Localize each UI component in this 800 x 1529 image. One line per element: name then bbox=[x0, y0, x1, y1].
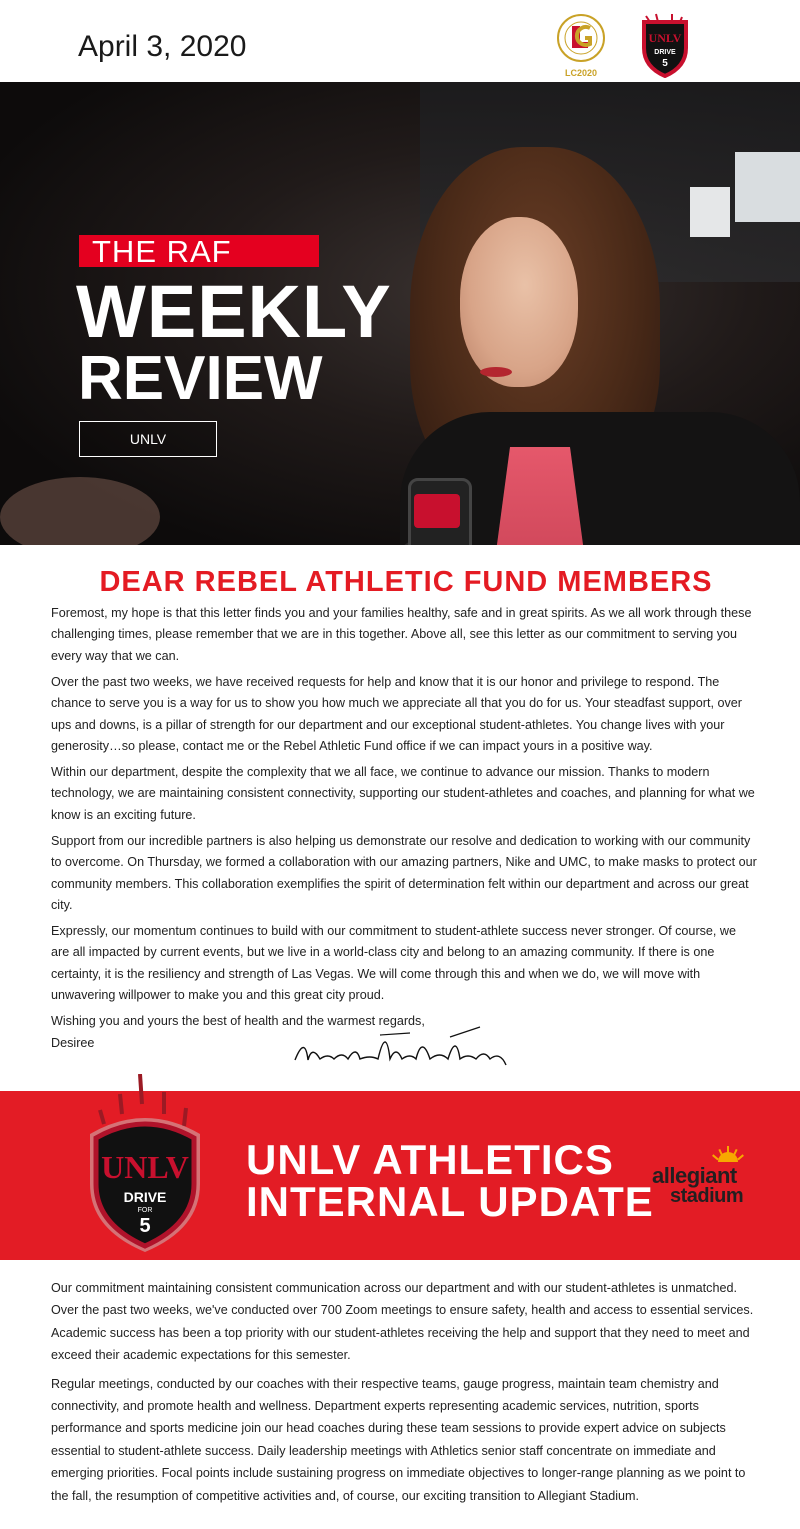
speaker-hand bbox=[0, 477, 160, 545]
drive-for-5-logo bbox=[636, 12, 694, 78]
banner-title-line2: INTERNAL UPDATE bbox=[246, 1178, 654, 1225]
sponsor-name: allegiant bbox=[652, 1163, 737, 1188]
loyalty-circle-logo bbox=[556, 8, 606, 80]
letter-paragraph: Over the past two weeks, we have received requests for help and know that it is our honor and privilege to respond. The chance to serve you is a way for us to show you how much we appreciate all that you do for us. Your steadfast support, over ups and downs, is a pillar of strength for our department and our exceptional student-athletes. You change lives with your generosity…so please, contact me or the Rebel Athletic Fund office if we can impact yours in a positive way. bbox=[51, 674, 742, 754]
svg-text:5: 5 bbox=[139, 1215, 151, 1237]
svg-text:LC2020: LC2020 bbox=[564, 68, 598, 78]
hero-title-line2: REVIEW bbox=[78, 344, 323, 413]
letter-paragraph: Foremost, my hope is that this letter finds you and your families healthy, safe and in great spirits. As we all work through these challenging times, please remember that we are in this together. Above all, see this letter as our commitment to serving you every way that we can. bbox=[51, 606, 752, 663]
background-sign bbox=[735, 152, 800, 222]
header-bar bbox=[0, 0, 800, 82]
update-body bbox=[51, 1277, 761, 1513]
handwritten-signature bbox=[290, 1015, 520, 1075]
microphone-flag bbox=[414, 494, 460, 528]
letter-signoff: Desiree bbox=[51, 1035, 95, 1050]
svg-text:UNLV: UNLV bbox=[101, 1149, 189, 1185]
drive-for-5-shield-logo bbox=[80, 1074, 210, 1256]
letter-paragraph: Support from our incredible partners is also helping us demonstrate our resolve and dedication to working with our community to overcome. On Thursday, we formed a collaboration with our amazing partners, Nike and UMC, to make masks to protect our community members. This collaboration exemplifies the spirit of determination felt within our department and across our great city. bbox=[51, 833, 757, 913]
svg-text:DRIVE: DRIVE bbox=[123, 1189, 167, 1205]
speaker-lips bbox=[480, 367, 512, 377]
letter-paragraph: Within our department, despite the complexity that we all face, we continue to advance our mission. Thanks to modern technology, we are maintaining consistent connectivity, supporting our student-athletes and coaches, and planning for what we know is an exciting future. bbox=[51, 765, 755, 822]
svg-text:DRIVE: DRIVE bbox=[654, 49, 676, 56]
svg-text:FOR: FOR bbox=[137, 1207, 153, 1214]
hero-kicker: THE RAF bbox=[92, 234, 232, 269]
background-sign bbox=[690, 187, 730, 237]
update-paragraph: Our commitment maintaining consistent communication across our department and with our student-athletes is unmatched. Over the past two weeks, we've conducted over 700 Zoom meetings to ensure safety, health and access to essential services. Academic success has been a top priority with our student-athletes receiving the help and support that they need to meet and exceed their academic expectations for this semester. bbox=[51, 1281, 754, 1363]
update-paragraph: Regular meetings, conducted by our coaches with their respective teams, gauge progress, maintain team chemistry and connectivity, and promote health and wellness. Department experts representing academic services, nutrition, sports performance and sports medicine join our head coaches during these team sessions to provide expert advice on subjects essential to student-athlete success. Daily leadership meetings with Athletics senior staff concentrate on immediate and emerging priorities. Focal points include sustaining progress on immediate objectives to longer-range planning as we point to the fall, the resumption of competitive activities and, of course, our exciting transition to Allegiant Stadium. bbox=[51, 1376, 746, 1503]
letter-closing: Wishing you and yours the best of health and the warmest regards, bbox=[51, 1014, 425, 1029]
issue-date: April 3, 2020 bbox=[78, 30, 247, 63]
unlv-button[interactable]: UNLV bbox=[79, 421, 217, 457]
speaker-face bbox=[460, 217, 578, 387]
hero-title-line1: WEEKLY bbox=[76, 270, 392, 353]
sponsor-subname: stadium bbox=[670, 1185, 744, 1207]
svg-text:UNLV: UNLV bbox=[648, 31, 682, 45]
banner-title-line1: UNLV ATHLETICS bbox=[246, 1136, 614, 1183]
svg-text:5: 5 bbox=[662, 58, 668, 69]
letter-heading: DEAR REBEL ATHLETIC FUND MEMBERS bbox=[99, 566, 713, 598]
letter-paragraph: Expressly, our momentum continues to build with our commitment to student-athlete success never stronger. Of course, we are all impacted by current events, but we live in a world-class city and belong to an amazing community. If there is one certainty, it is the resiliency and strength of Las Vegas. We will come through this and when we do, we will move with unwavering willpower to make you and this great city proud. bbox=[51, 924, 737, 1003]
letter-body bbox=[51, 603, 757, 1059]
